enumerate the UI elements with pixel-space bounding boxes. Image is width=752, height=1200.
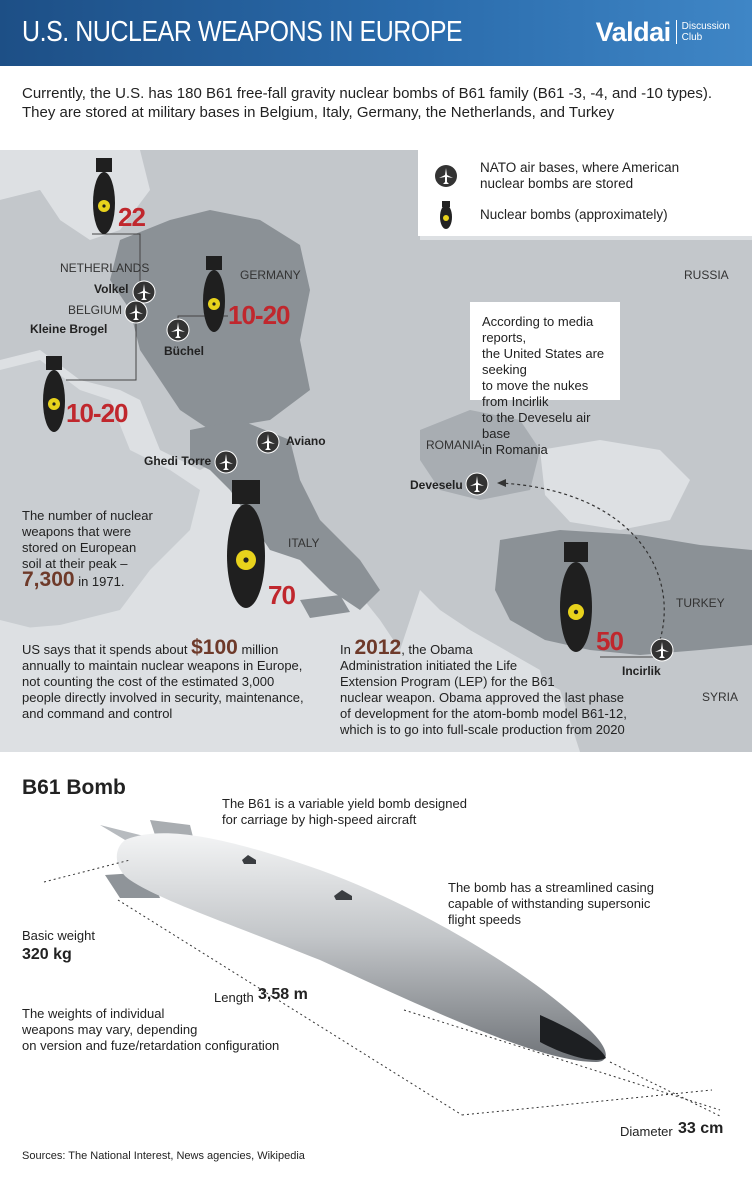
lep-line-4: nuclear weapon. Obama approved the last phase [340,690,625,705]
sources: Sources: The National Interest, News agencies, Wikipedia [22,1150,305,1162]
weight-label: Basic weight [22,928,95,943]
airbase-icon [434,164,458,188]
base-deveselu: Deveselu [410,478,463,492]
logo-subtitle [682,21,730,43]
legend-bombs-text: Nuclear bombs (approximately) [480,207,668,222]
casing-line-1: The bomb has a streamlined casing [448,880,654,895]
count-turkey: 50 [596,626,623,656]
base-buchel: Büchel [164,344,205,358]
casing-line-3: flight speeds [448,912,521,927]
cost-pre: US says that it spends about [22,642,188,657]
country-italy: ITALY [288,536,320,550]
b61-title: B61 Bomb [22,776,126,799]
count-netherlands: 22 [118,202,145,232]
diameter-label: Diameter [620,1124,673,1139]
base-volkel: Volkel [94,282,129,296]
legend-bases [434,160,700,192]
base-aviano: Aviano [286,434,326,448]
cost-note [22,636,322,722]
country-germany: GERMANY [240,268,301,282]
europe-map [0,150,752,752]
lep-note [340,636,630,738]
lep-year: 2012 [354,636,402,659]
lep-pre: In [340,642,351,657]
country-turkey: TURKEY [676,596,725,610]
airbase-icon [124,300,148,324]
valdai-logo [596,14,730,50]
airbase-icon [214,450,238,474]
lep-post: , the Obama [401,642,473,657]
media-line-4: to the Deveselu air base [482,410,591,441]
country-romania: ROMANIA [426,438,483,452]
lep-line-3: Extension Program (LEP) for the B61 [340,674,555,689]
cost-line-5: and command and control [22,706,173,721]
media-line-5: in Romania [482,442,548,457]
logo-sub-1: Discussion [681,21,730,32]
cost-line-4: people directly involved in security, maintenance, [22,690,304,705]
yield-line-1: The B61 is a variable yield bomb designed [222,796,467,811]
diameter-line [610,1062,720,1116]
country-netherlands: NETHERLANDS [60,261,150,275]
length-value: 3,58 m [258,986,308,1003]
cost-value: $100 [191,636,238,659]
weight-value: 320 kg [22,946,72,963]
legend-bombs [434,200,700,230]
lep-line-6: which is to go into full-scale production from 2020 [340,722,625,737]
peak-year: in 1971. [78,574,125,589]
media-line-3: to move the nukes from Incirlik [482,378,589,409]
yield-note [222,796,467,828]
logo-sub-2: Club [681,32,703,43]
bomb-icon [90,158,118,234]
b61-bomb-illustration [0,800,752,1140]
peak-note [22,508,172,590]
airbase-icon [465,472,489,496]
logo-divider [676,20,677,44]
lep-line-5: of development for the atom-bomb model B61-12, [340,706,627,721]
airbase-icon [166,318,190,342]
airbase-icon [650,638,674,662]
logo-brand: Valdai [595,16,671,47]
cost-post: million [241,642,279,657]
vary-line-3: on version and fuze/retardation configuration [22,1038,280,1053]
bomb-icon [200,256,228,332]
count-italy: 70 [268,580,295,610]
vary-note [22,1006,279,1054]
base-incirlik: Incirlik [622,664,661,678]
header-bar [0,0,752,66]
intro-line-1: Currently, the U.S. has 180 B61 free-fall gravity nuclear bombs of B61 family (B61 -3, -4, and -10 types). [22,85,713,102]
country-russia: RUSSIA [684,268,729,282]
vary-line-2: weapons may vary, depending [22,1022,198,1037]
bomb-icon [222,480,270,608]
map-legend [418,150,752,236]
base-kleine-brogel: Kleine Brogel [30,322,108,336]
country-belgium: BELGIUM [68,303,123,317]
airbase-icon [256,430,280,454]
peak-line-3: stored on European [22,540,137,555]
peak-line-1: The number of nuclear [22,508,153,523]
intro-line-2: They are stored at military bases in Belgium, Italy, Germany, the Netherlands, and Turkey [22,104,615,121]
casing-note [448,880,654,928]
media-line-1: According to media reports, [482,314,594,345]
bomb-icon [434,200,458,230]
bomb-icon [556,542,596,652]
intro-text [22,84,732,122]
bomb-icon [40,356,68,432]
lep-line-2: Administration initiated the Life [340,658,518,673]
cost-line-2: annually to maintain nuclear weapons in Europe, [22,658,303,673]
legend-bases-text [480,160,700,192]
casing-line-2: capable of withstanding supersonic [448,896,651,911]
media-note [470,302,620,457]
base-ghedi-torre: Ghedi Torre [144,454,212,468]
yield-line-2: for carriage by high-speed aircraft [222,812,417,827]
count-germany: 10-20 [228,300,290,330]
country-syria: SYRIA [702,690,739,704]
page-title: U.S. NUCLEAR WEAPONS IN EUROPE [22,16,463,48]
media-line-2: the United States are seeking [482,346,605,377]
vary-line-1: The weights of individual [22,1006,165,1021]
length-label: Length [214,990,254,1005]
legend-bases-line1: NATO air bases, where American [480,160,680,175]
peak-line-4: soil at their peak – [22,556,128,571]
cost-line-3: not counting the cost of the estimated 3,000 [22,674,275,689]
legend-bases-line2: nuclear bombs are stored [480,176,634,191]
peak-line-2: weapons that were [22,524,132,539]
diameter-value: 33 cm [678,1120,724,1137]
count-belgium: 10-20 [66,398,128,428]
peak-value: 7,300 [22,568,75,591]
